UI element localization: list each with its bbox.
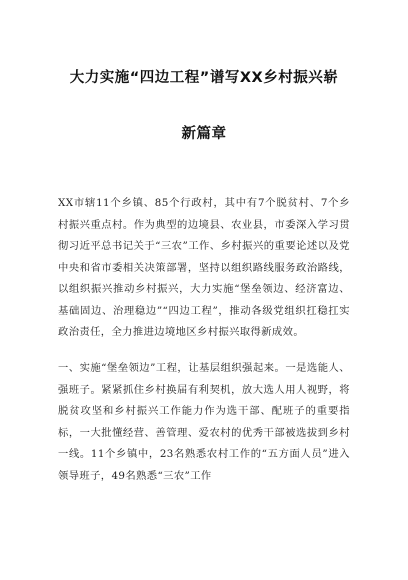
body-paragraph-section-1: 一、实施“堡垒领边”工程，让基层组织强起来。一是选能人、强班子。紧紧抓住乡村换届有利契机，放大选人用人视野，将脱贫攻坚和乡村振兴工作能力作为选干部、配班子的重要指标，一大批懂经营、善管理、爱农村的优秀干部被选拔到乡村一线。11个乡镇中，23名熟悉农村工作的“五方面人员”进入领导班子，49名熟悉“三农”工作 xyxy=(58,362,350,482)
document-title-line-2: 新篇章 xyxy=(181,126,227,142)
body-paragraph-intro: XX市辖11个乡镇、85个行政村，其中有7个脱贫村、7个乡村振兴重点村。作为典型的边境县、农业县，市委深入学习贯彻习近平总书记关于“三农”工作、乡村振兴的重要论述以及党中央和省市委相关决策部署，坚持以组织路线服务政治路线，以组织振兴推动乡村振兴，大力实施“堡垒领边、经济富边、基础固边、治理稳边”“四边工程”，推动各级党组织扛稳扛实政治责任，全力推进边境地区乡村振兴取得新成效。 xyxy=(58,197,350,338)
document-title-line-1: 大力实施“四边工程”谱写XX乡村振兴崭 xyxy=(69,70,339,86)
